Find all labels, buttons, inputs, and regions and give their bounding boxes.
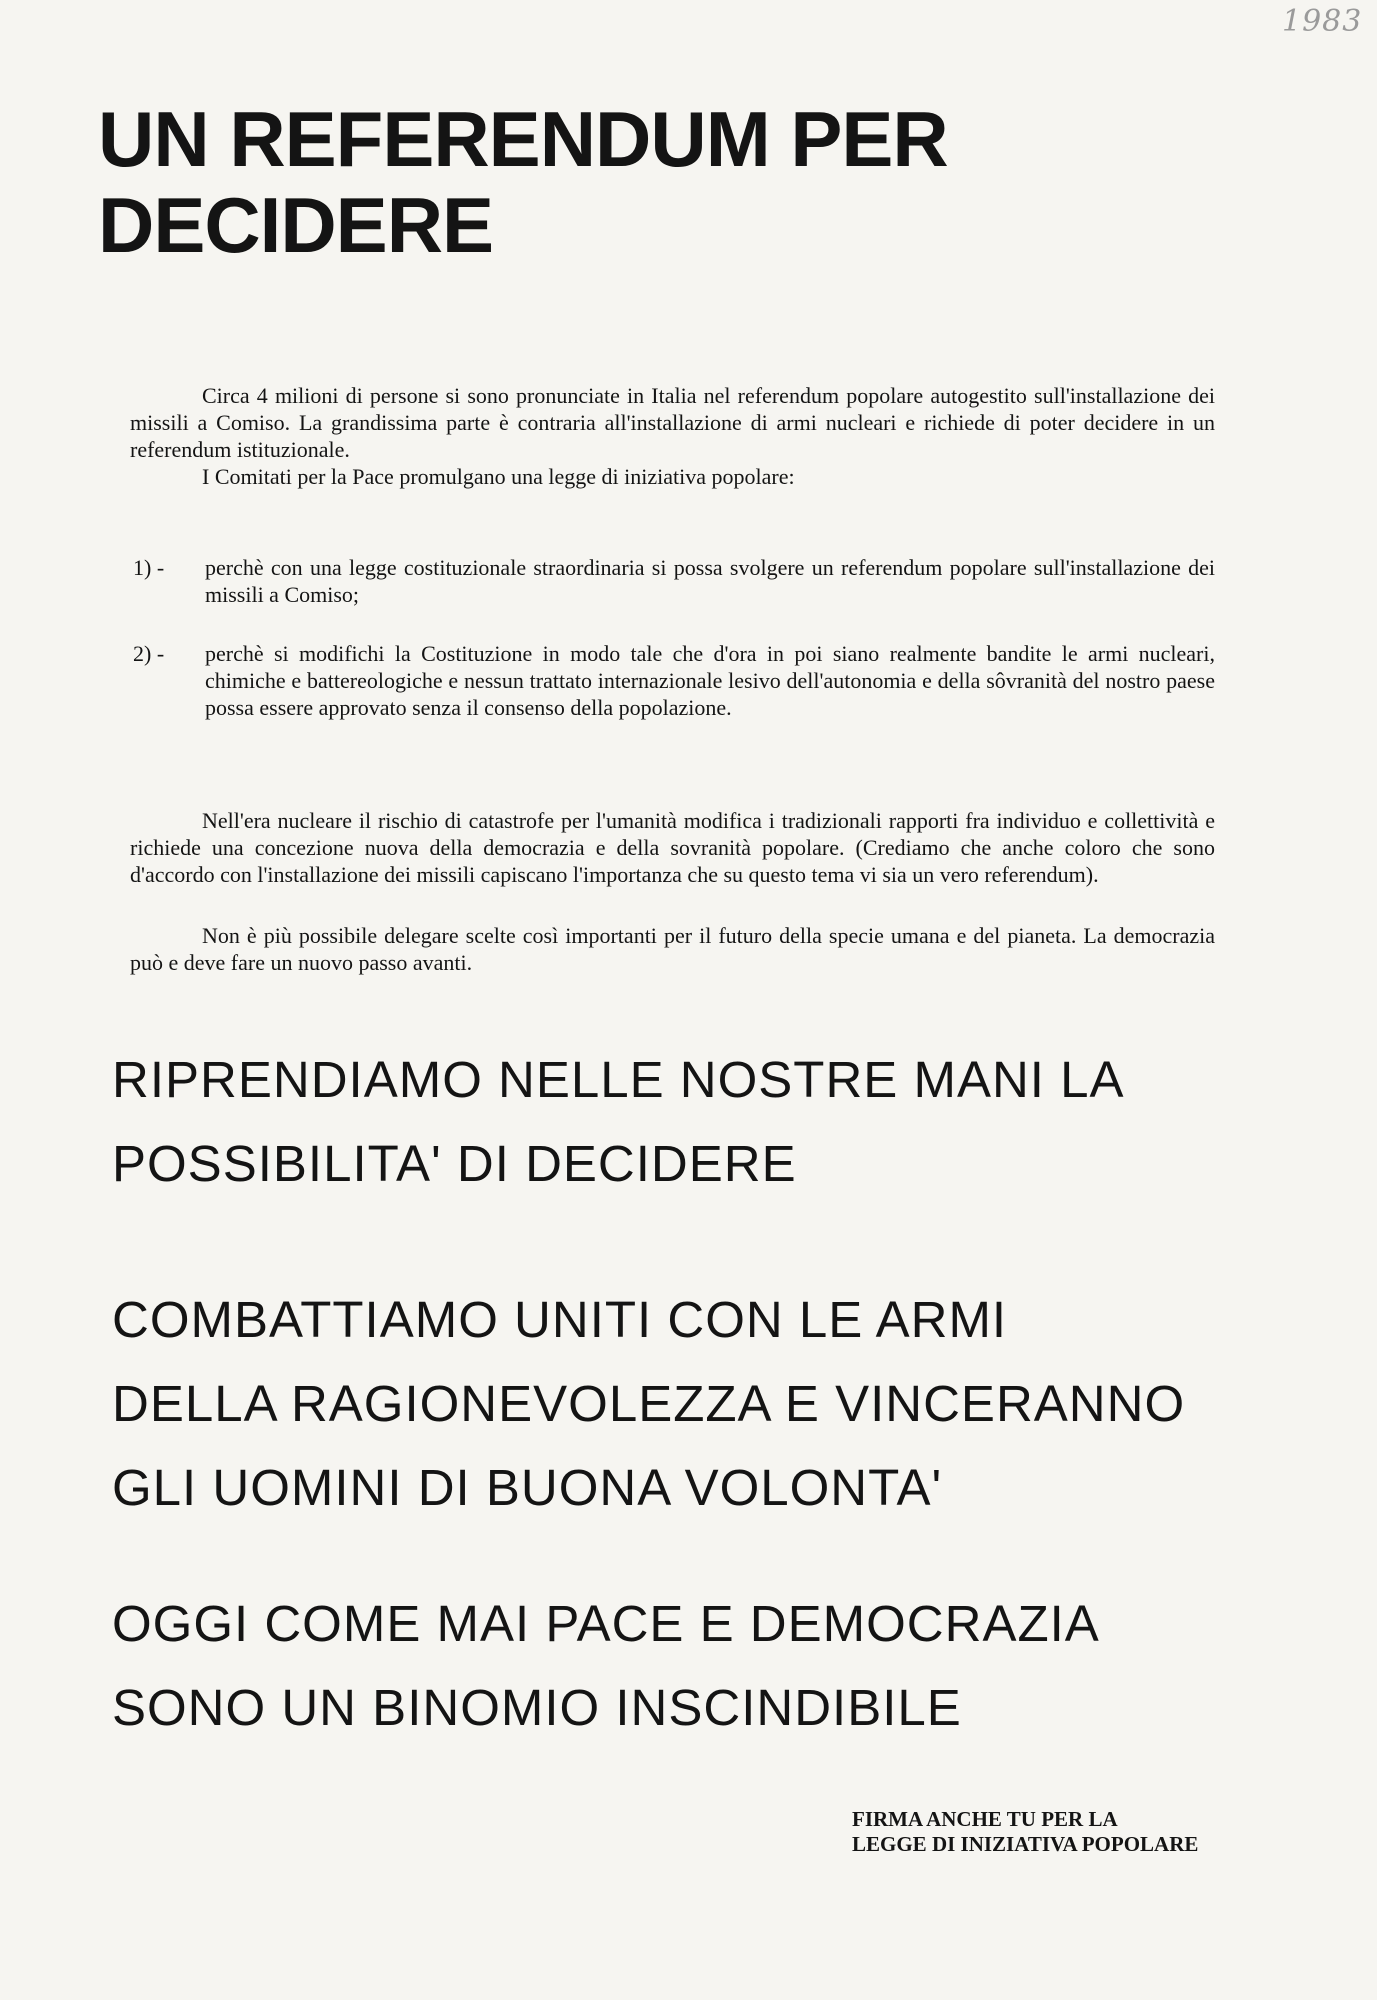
list-item [133,640,1215,721]
list-item [133,554,1215,608]
list-item-text: perchè con una legge costituzionale straordinaria si possa svolgere un referendum popolare sull'installazione dei missili a Comiso; [205,555,1215,607]
signature-line: LEGGE DI INIZIATIVA POPOLARE [852,1832,1199,1856]
signature-line: FIRMA ANCHE TU PER LA [852,1807,1118,1831]
list-item-number: 1) - [133,555,165,580]
closing-paragraph: Nell'era nucleare il rischio di catastrofe per l'umanità modifica i tradizionali rapporti fra individuo e collettività e richiede una concezione nuova della democrazia e della sovranità popolare. (Crediamo che anche coloro che sono d'accordo con l'installazione dei missili capiscano l'importanza che su questo tema vi sia un vero referendum). [130,808,1215,887]
slogan-line: RIPRENDIAMO NELLE NOSTRE MANI LA [112,1051,1125,1108]
title-line-2: DECIDERE [98,181,494,269]
slogan-line: GLI UOMINI DI BUONA VOLONTA' [112,1459,943,1516]
handwritten-year: 1983 [1282,4,1363,39]
page-title [98,96,948,268]
slogan-line: DELLA RAGIONEVOLEZZA E VINCERANNO [112,1375,1186,1432]
slogan-peace-democracy [112,1582,1100,1750]
slogan-line: OGGI COME MAI PACE E DEMOCRAZIA [112,1595,1100,1652]
list-item-number: 2) - [133,641,165,666]
list-item-text: perchè si modifichi la Costituzione in modo tale che d'ora in poi siano realmente bandite le armi nucleari, chimiche e battereologiche e nessun trattato internazionale lesivo dell'autonomia e della sôvranità del nostro paese possa essere approvato senza il consenso della popolazione. [205,641,1215,720]
closing-paragraph-2: Non è più possibile delegare scelte così importanti per il futuro della specie umana e del pianeta. La democrazia può e deve fare un nuovo passo avanti. [130,923,1215,975]
intro-paragraph: Circa 4 milioni di persone si sono pronunciate in Italia nel referendum popolare autogestito sull'installazione dei missili a Comiso. La grandissima parte è contraria all'installazione di armi nucleari e richiede di poter decidere in un referendum istituzionale. [130,383,1215,462]
slogan-line: SONO UN BINOMIO INSCINDIBILE [112,1679,962,1736]
slogan-united [112,1278,1185,1530]
slogan-line: POSSIBILITA' DI DECIDERE [112,1135,797,1192]
intro-law-paragraph: I Comitati per la Pace promulgano una legge di iniziativa popolare: [202,464,795,489]
title-line-1: UN REFERENDUM PER [98,95,948,183]
slogan-decide [112,1038,1125,1206]
signature-call [852,1807,1198,1857]
slogan-line: COMBATTIAMO UNITI CON LE ARMI [112,1291,1008,1348]
